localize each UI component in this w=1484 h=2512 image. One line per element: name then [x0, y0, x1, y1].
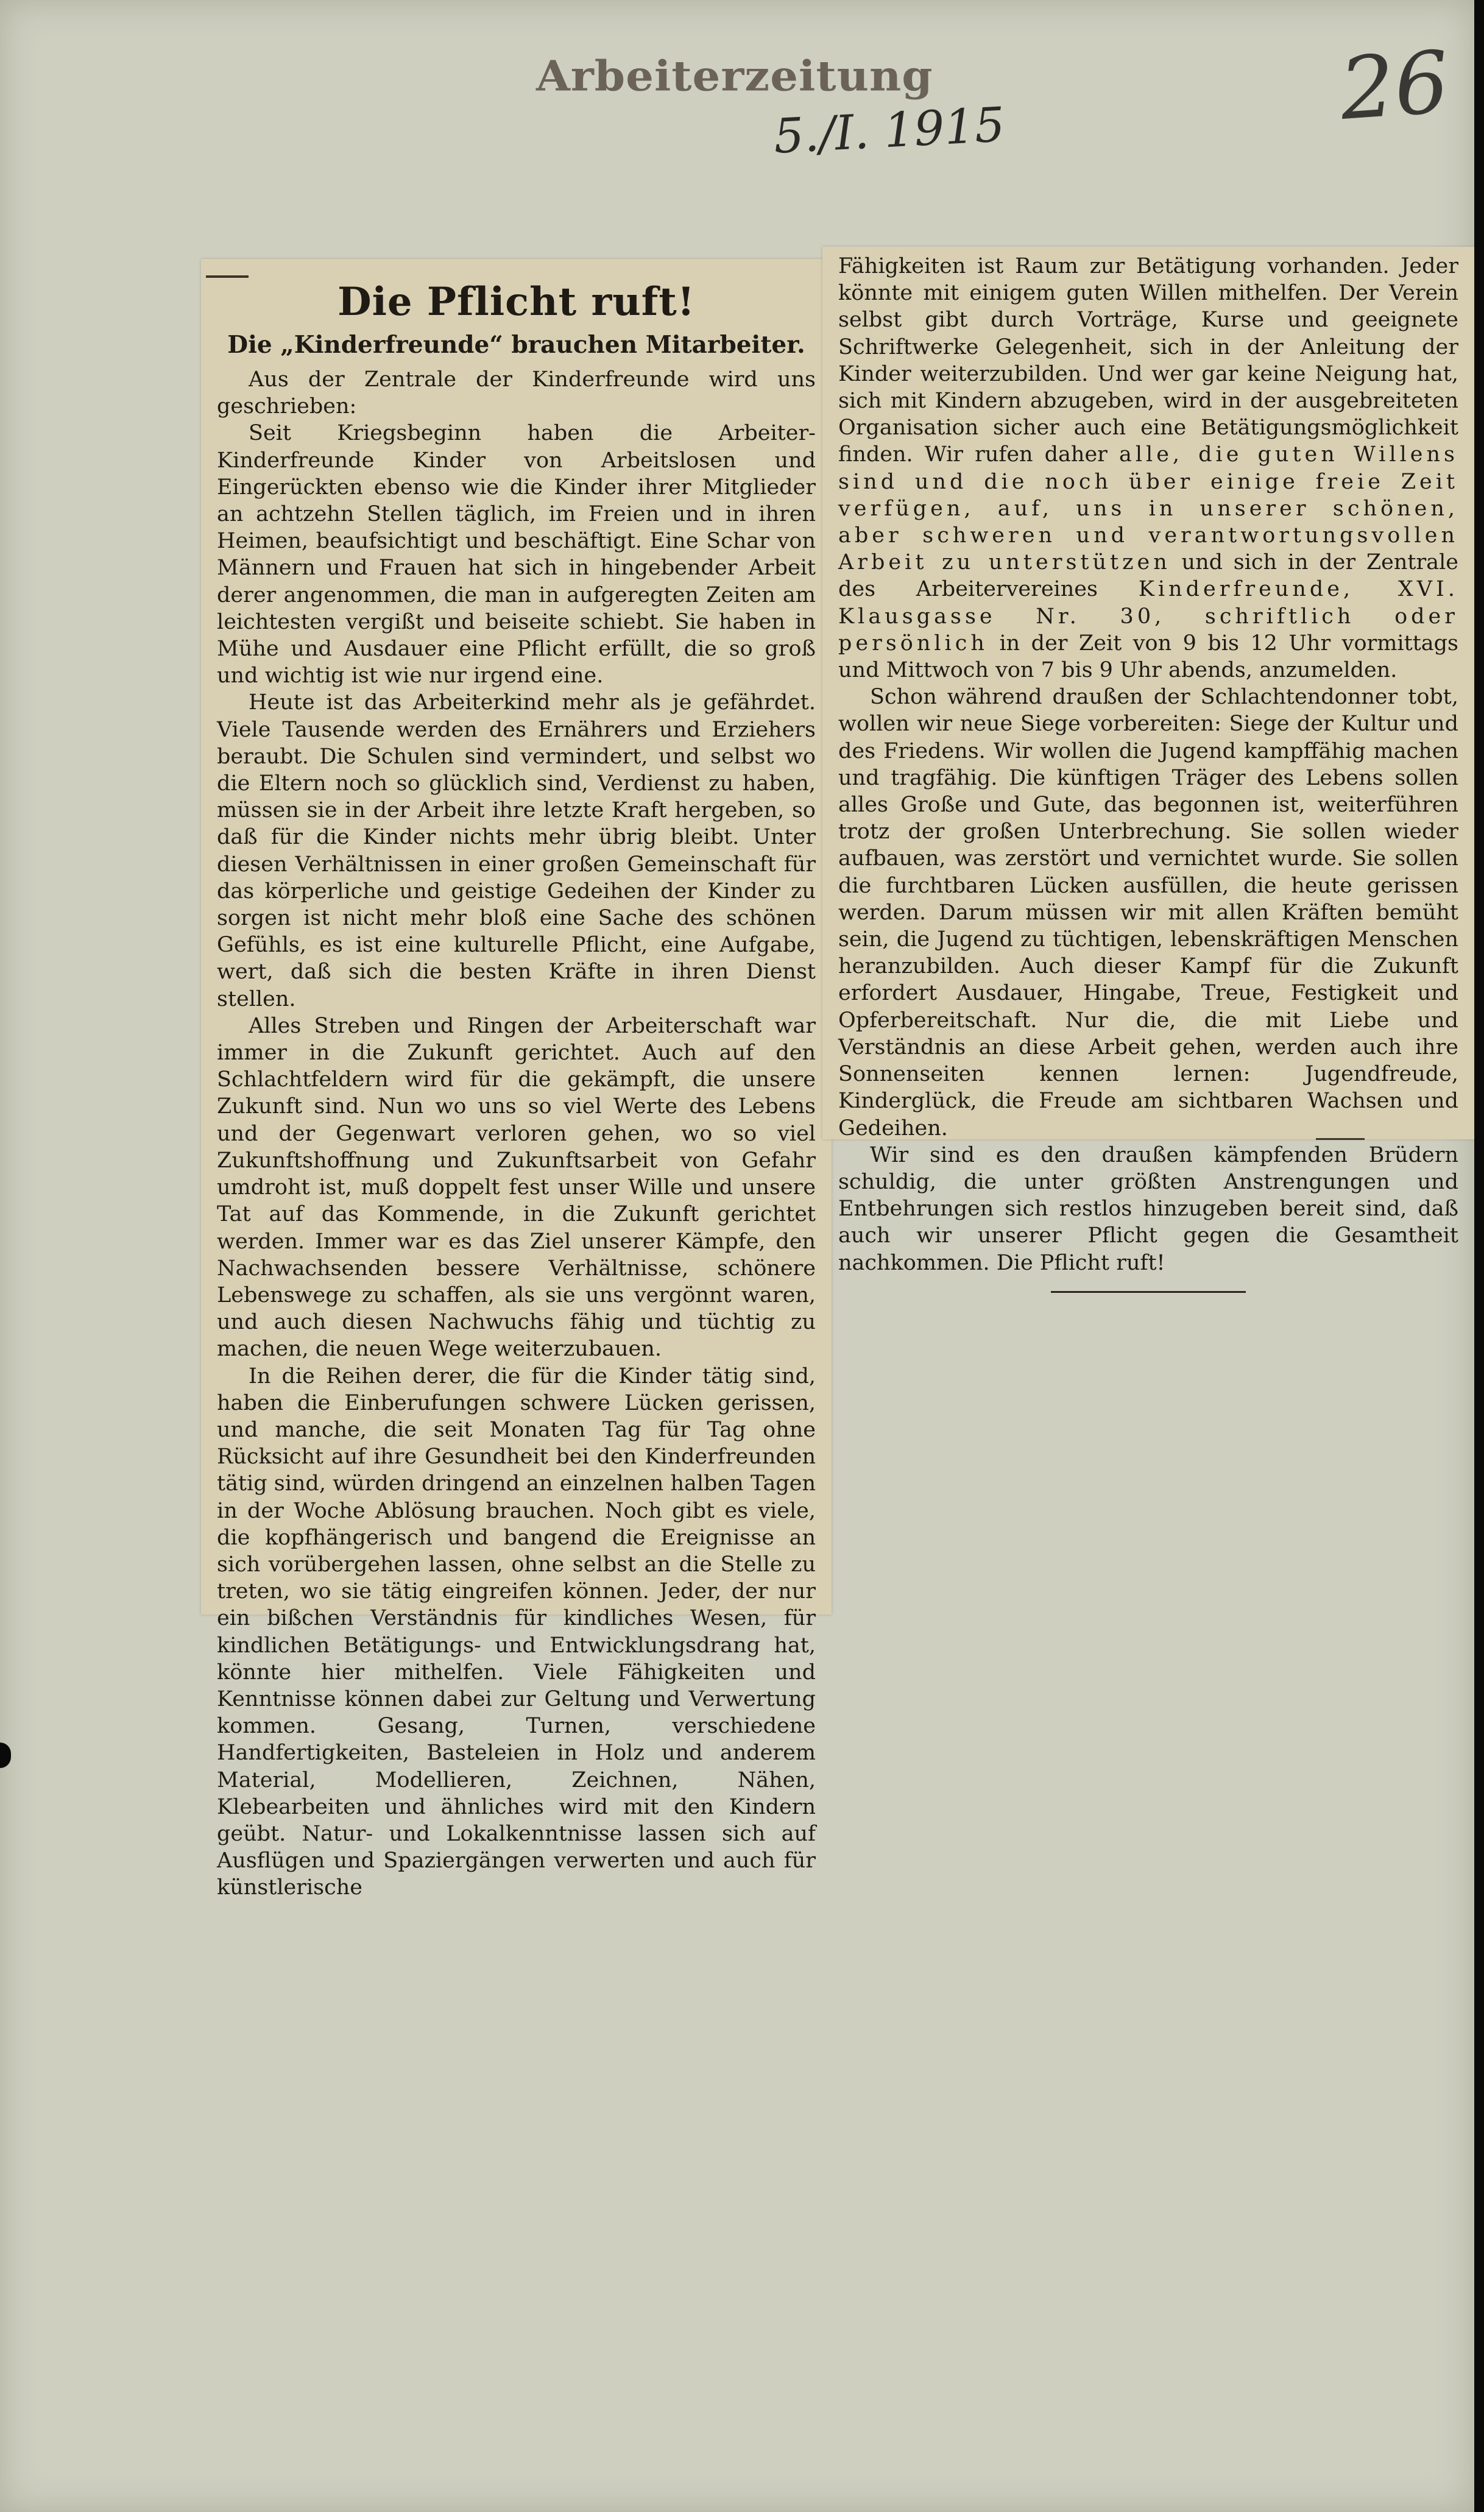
headline-dash	[206, 275, 249, 278]
paragraph-text: Fähigkeiten ist Raum zur Betätigung vorhanden. Jeder könnte mit einigem guten Willen mithelfen. Der Verein selbst gibt durch Vorträge, Kurse und geeignete Schriftwerke Gelegenheit, sich in der Anleitung der Kinder weiterzubilden. Und wer gar keine Neigung hat, sich mit Kindern abzugeben, wird in der ausgebreiteten Organisation sicher auch eine Betätigungsmöglichkeit finden. Wir rufen daher	[838, 254, 1458, 467]
handwritten-date: 5./I. 1915	[772, 97, 1006, 165]
article-end-rule	[1051, 1291, 1246, 1293]
article-paragraph: Seit Kriegsbeginn haben die Arbeiter-Kinderfreunde Kinder von Arbeitslosen und Eingerückten ebenso wie die Kinder ihrer Mitglieder an achtzehn Stellen täglich, im Freien und in ihren Heimen, beaufsichtigt und beschäftigt. Eine Schar von Männern und Frauen hat sich in hingebender Arbeit derer angenommen, die man in aufgeregten Zeiten am leichtesten vergißt und beiseite schiebt. Sie haben in Mühe und Ausdauer eine Pflicht erfüllt, die so groß und wichtig ist wie nur irgend eine.	[217, 421, 816, 688]
spaced-emphasis-text: alle, die guten Willens sind und die noch über einige freie Zeit verfügen, auf, uns in unserer schönen, aber schweren und verantwortungsvollen Arbeit zu unterstützen	[838, 442, 1458, 575]
article-headline: Die Pflicht ruft!	[337, 279, 695, 325]
binding-notch	[0, 1742, 11, 1768]
article-paragraph: Aus der Zentrale der Kinderfreunde wird uns geschrieben:	[217, 367, 816, 419]
handwritten-folio-number: 26	[1337, 32, 1452, 140]
article-paragraph: Alles Streben und Ringen der Arbeiterschaft war immer in die Zukunft gerichtet. Auch auf den Schlachtfeldern wird für die gekämpft, die unsere Zukunft sind. Nun wo uns so viel Werte des Lebens und der Gegenwart verloren gehen, wo so viel Zukunftshoffnung und Zukunftsarbeit von Gefahr umdroht ist, muß doppelt fest unser Wille und unsere Tat auf das Kommende, in die Zukunft gerichtet werden. Immer war es das Ziel unserer Kämpfe, den Nachwachsenden bessere Verhältnisse, schönere Lebenswege zu schaffen, als sie uns vergönnt waren, und auch diesen Nachwuchs fähig und tüchtig zu machen, die neuen Wege weiterzubauen.	[217, 1013, 816, 1362]
article-clipping-left	[201, 259, 832, 1900]
article-paragraph	[838, 253, 1458, 684]
article-subhead: Die „Kinderfreunde“ brauchen Mitarbeiter.	[227, 331, 805, 359]
newspaper-masthead-stamp: Arbeiterzeitung	[536, 51, 933, 101]
article-clipping-right	[822, 247, 1474, 1275]
paragraph-text: in der Zeit von 9 bis 12 Uhr vormittags und Mittwoch von 7 bis 9 Uhr abends, anzumelden.	[838, 631, 1458, 683]
spaced-emphasis-text: Kinderfreunde, XVI. Klausgasse Nr. 30, schriftlich oder persönlich	[838, 577, 1459, 656]
article-paragraph: In die Reihen derer, die für die Kinder tätig sind, haben die Einberufungen schwere Lücken gerissen, und manche, die seit Monaten Tag für Tag ohne Rücksicht auf ihre Gesundheit bei den Kinderfreunden tätig sind, würden dringend an einzelnen halben Tagen in der Woche Ablösung brauchen. Noch gibt es viele, die kopfhängerisch und bangend die Ereignisse an sich vorübergehen lassen, ohne selbst an die Stelle zu treten, wo sie tätig eingreifen können. Jeder, der nur ein bißchen Verständnis für kindliches Wesen, für kindlichen Betätigungs- und Entwicklungsdrang hat, könnte hier mithelfen. Viele Fähigkeiten und Kenntnisse können dabei zur Geltung und Verwertung kommen. Gesang, Turnen, verschiedene Handfertigkeiten, Basteleien in Holz und anderem Material, Modellieren, Zeichnen, Nähen, Klebearbeiten und ähnliches wird mit den Kindern geübt. Natur- und Lokalkenntnisse lassen sich auf Ausflügen und Spaziergängen verwerten und auch für künstlerische	[217, 1364, 816, 1900]
article-paragraph: Wir sind es den draußen kämpfenden Brüdern schuldig, die unter größten Anstrengungen und Entbehrungen sich restlos hinzugeben bereit sind, daß auch wir unserer Pflicht gegen die Gesamtheit nachkommen. Die Pflicht ruft!	[838, 1142, 1458, 1275]
article-paragraph: Heute ist das Arbeiterkind mehr als je gefährdet. Viele Tausende werden des Ernährers und Erziehers beraubt. Die Schulen sind vermindert, und selbst wo die Eltern noch so glücklich sind, Verdienst zu haben, müssen sie in der Arbeit ihre letzte Kraft hergeben, so daß für die Kinder nichts mehr übrig bleibt. Unter diesen Verhältnissen in einer großen Gemeinschaft für das körperliche und geistige Gedeihen der Kinder zu sorgen ist nicht mehr bloß eine Sache des schönen Gefühls, es ist eine kulturelle Pflicht, eine Aufgabe, wert, daß sich die besten Kräfte in ihren Dienst stellen.	[217, 690, 816, 1011]
clipping-edge-mark	[1316, 1138, 1365, 1140]
article-paragraph: Schon während draußen der Schlachtendonner tobt, wollen wir neue Siege vorbereiten: Siege der Kultur und des Friedens. Wir wollen die Jugend kampffähig machen und tragfähig. Die künftigen Träger des Lebens sollen alles Große und Gute, das begonnen ist, weiterführen trotz der großen Unterbrechung. Sie sollen wieder aufbauen, was zerstört und vernichtet wurde. Sie sollen die furchtbaren Lücken ausfüllen, die heute gerissen werden. Darum müssen wir mit allen Kräften bemüht sein, die Jugend zu tüchtigen, lebenskräftigen Menschen heranzubilden. Auch dieser Kampf für die Zukunft erfordert Ausdauer, Hingabe, Treue, Festigkeit und Opferbereitschaft. Nur die, die mit Liebe und Verständnis an diese Arbeit gehen, werden auch ihre Sonnenseiten kennen lernen: Jugendfreude, Kinderglück, die Freude am sichtbaren Wachsen und Gedeihen.	[838, 685, 1458, 1141]
paragraph-text: und sich in der Zentrale des Arbeitervereines	[838, 550, 1459, 602]
